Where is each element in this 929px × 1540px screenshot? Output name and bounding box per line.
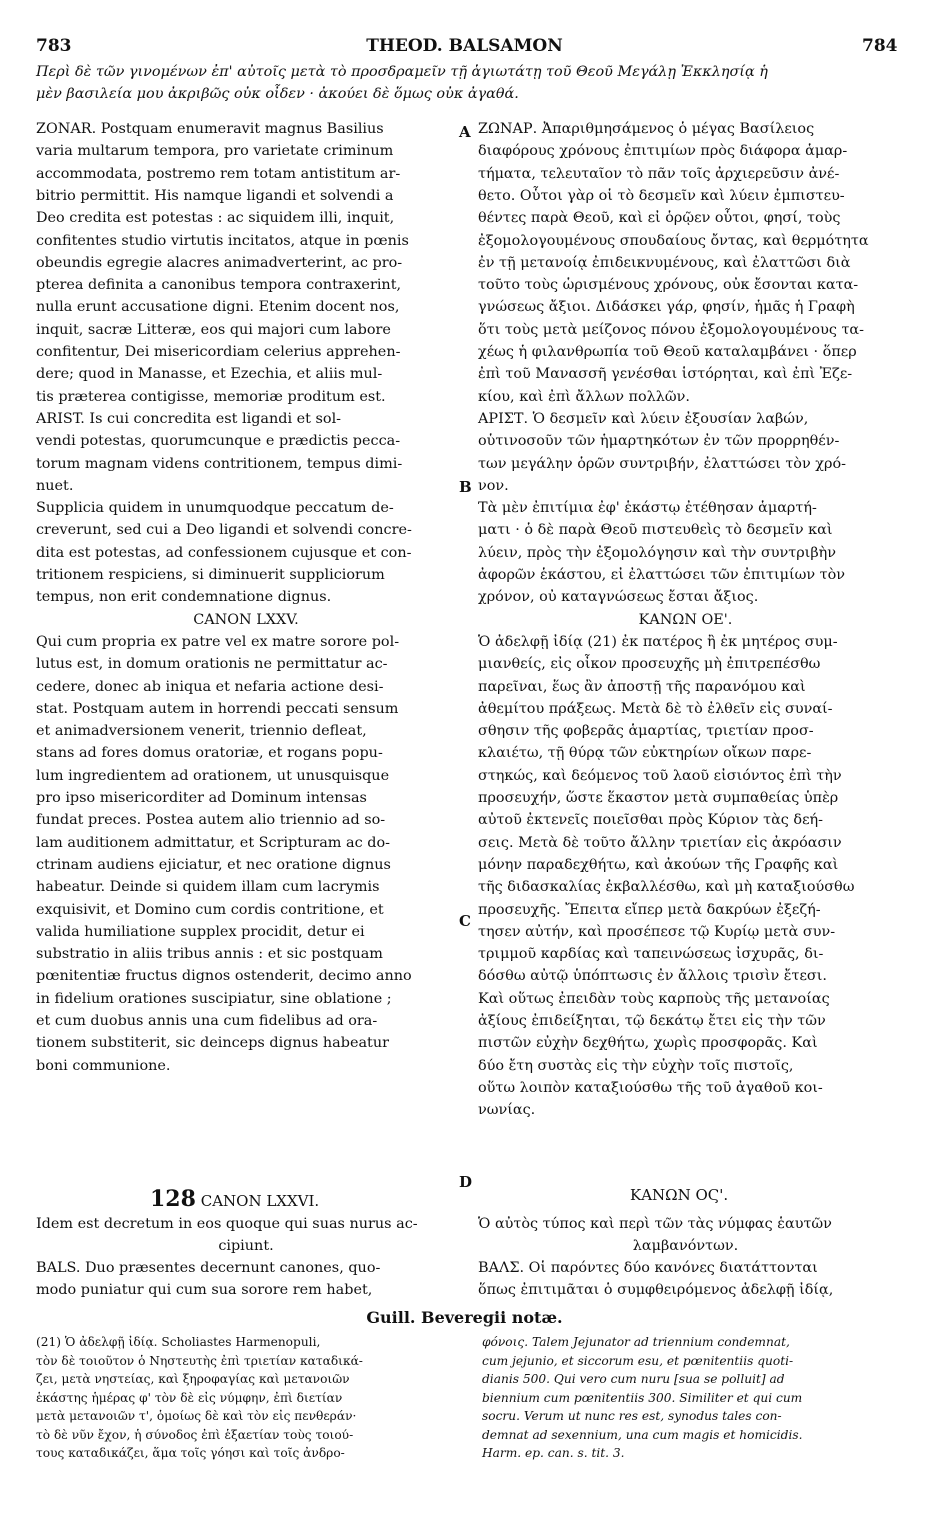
latin-line: lum ingredientem ad orationem, ut unusquisque [36, 767, 390, 784]
greek-line: ἀξίους ἐπιδείξηται, τῷ δεκάτῳ ἔτει εἰς τὴν τῶν [478, 1013, 826, 1029]
latin-line: habeatur. Deinde si quidem illam cum lacrymis [36, 879, 380, 896]
latin-line: tis præterea contigisse, memoriæ proditum est. [36, 388, 386, 405]
latin-line: confitentes studio virtutis incitatos, atque in pœnis [36, 232, 409, 249]
column-number: 128 [150, 1186, 196, 1212]
greek-line: δύο ἔτη συστὰς εἰς τὴν εὐχὴν τοῖς πιστοῖς, [478, 1057, 794, 1074]
latin-line: Deo credita est potestas : ac siquidem illi, inquit, [36, 210, 395, 227]
latin-line: creverunt, sed cui a Deo ligandi et solvendi concre- [36, 522, 412, 539]
greek-line: ὅτι τοὺς μετὰ μείζονος πόνου ἐξομολογουμένους τα- [478, 321, 864, 338]
greek-line: Καὶ οὕτως ἐπειδὰν τοὺς καρποὺς τῆς μετανοίας [478, 990, 830, 1007]
latin-line: stat. Postquam autem in horrendi peccati sensum [36, 700, 399, 717]
latin-line: confitentur, Dei misericordiam celerius apprehen- [36, 344, 401, 360]
page-number-left: 783 [36, 36, 72, 56]
notes-title: Guill. Beveregii notæ. [366, 1308, 563, 1327]
latin-line: lam auditionem admittatur, et Scripturam ac do- [36, 834, 390, 851]
greek-line: ἐν τῇ μετανοίᾳ ἐπιδεικνυμένους, καὶ ἐλαττῶσι διὰ [478, 254, 851, 271]
note-line-right: socru. Verum ut nunc res est, synodus tales con- [482, 1409, 782, 1423]
note-line-left: τὸν δὲ τοιοῦτον ὁ Νηστευτὴς ἐπὶ τριετίαν καταδικά- [36, 1353, 363, 1368]
section-marker-b: B [459, 478, 472, 496]
greek-line: λύειν, πρὸς τὴν ἐξομολόγησιν καὶ τὴν συντριβὴν [478, 544, 837, 561]
greek-line: οὕτω λοιπὸν καταξιούσθω τῆς τοῦ ἀγαθοῦ κοι- [478, 1079, 823, 1096]
latin-line: ZONAR. Postquam enumeravit magnus Basilius [36, 121, 384, 137]
latin-line: substratio in aliis tribus annis : et sic postquam [36, 946, 383, 963]
greek-line: τῆς διδασκαλίας ἐκβαλλέσθω, καὶ μὴ καταξιούσθω [478, 879, 855, 896]
latin-line: fundat preces. Postea autem alio triennio ad so- [36, 812, 386, 829]
greek-line: ἀθεμίτου πράξεως. Μετὰ δὲ τὸ ἐλθεῖν εἰς συναί- [478, 700, 833, 717]
greek-line: διαφόρους χρόνους ἐπιτιμίων πρὸς διάφορα ἁμαρ- [478, 143, 848, 160]
latin-line: Qui cum propria ex patre vel ex matre sorore pol- [36, 633, 400, 650]
latin-line: in fidelium orationes suscipiatur, sine oblatione ; [36, 990, 392, 1007]
greek-line: στηκώς, καὶ δεόμενος τοῦ λαοῦ εἰσιόντος ἐπὶ τὴν [478, 767, 842, 784]
greek-line: ΑΡΙΣΤ. Ὁ δεσμεῖν καὶ λύειν ἐξουσίαν λαβών, [478, 410, 809, 427]
greek-line: θέντες παρὰ Θεοῦ, καὶ εἰ ὁρῷεν οὗτοι, φησί, τοὺς [478, 210, 841, 227]
latin-line: varia multarum tempora, pro varietate criminum [36, 143, 394, 160]
greek-line: τησεν αὐτήν, καὶ προσέπεσε τῷ Κυρίῳ μετὰ συν- [478, 923, 836, 940]
running-title: THEOD. BALSAMON [366, 36, 563, 56]
canon-76-right-heading: ΚΑΝΩΝ ΟϚ'. [630, 1186, 729, 1204]
latin-line: cedere, donec ab iniqua et nefaria actione desi- [36, 678, 384, 695]
latin-line: pro ipso misericorditer ad Dominum intensas [36, 790, 367, 806]
greek-line: μόνην παραδεχθήτω, καὶ ἀκούων τῆς Γραφῆς καὶ [478, 856, 839, 873]
note-line-left: (21) Ὁ ἀδελφῇ ἰδίᾳ. Scholiastes Harmenopuli, [36, 1335, 321, 1349]
greek-line: ΖΩΝΑΡ. Ἀπαριθμησάμενος ὁ μέγας Βασίλειος [478, 121, 815, 137]
greek-line: ἐπὶ τοῦ Μανασσῆ γενέσθαι ἱστόρηται, καὶ ἐπὶ Ἐζε- [478, 366, 853, 383]
latin-line: exquisivit, et Domino cum cordis contritione, et [36, 901, 384, 918]
latin-line: pœnitentiæ fructus dignos ostenderit, decimo anno [36, 968, 412, 985]
greek-line: προσευχήν, ὥστε ἕκαστον μετὰ συμπαθείας ὑπὲρ [478, 790, 839, 806]
latin-line: ARIST. Is cui concredita est ligandi et sol- [36, 410, 342, 427]
note-line-left: τους καταδικάζει, ἅμα τοῖς γόησι καὶ τοῖς ἀνδρο- [36, 1446, 345, 1460]
latin-line: vendi potestas, quorumcunque e prædictis pecca- [36, 433, 401, 450]
note-line-left: ζει, μετὰ νηστείας, καὶ ξηροφαγίας καὶ μετανοιῶν [36, 1372, 350, 1386]
note-line-right: demnat ad sexennium, una cum magis et homicidis. [482, 1427, 803, 1442]
note-line-right: cum jejunio, et siccorum esu, et pœnitentiis quoti- [482, 1353, 794, 1368]
latin-line: dita est potestas, ad confessionem cujusque et con- [36, 544, 412, 561]
latin-line: tionem substiterit, sic deinceps dignus habeatur [36, 1035, 389, 1052]
note-line-right: dianis 500. Qui vero cum nuru [sua se polluit] ad [482, 1372, 785, 1386]
greek-line: κλαιέτω, τῇ θύρᾳ τῶν εὐκτηρίων οἴκων παρε- [478, 745, 812, 762]
greek-line: σθησιν τῆς φοβερᾶς ἁμαρτίας, τριετίαν προσ- [478, 723, 814, 740]
note-line-left: μετὰ μετανοιῶν τ', ὁμοίως δὲ καὶ τὸν εἰς πενθεράν· [36, 1409, 357, 1423]
greek-line: τήματα, τελευταῖον τὸ πᾶν τοῖς ἀρχιερεῦσιν ἀνέ- [478, 165, 840, 182]
note-line-left: τὸ δὲ νῦν ἔχον, ἡ σύνοδος ἐπὶ ἑξαετίαν τοὺς τοιού- [36, 1427, 354, 1442]
latin-canon-line: modo puniatur qui cum sua sorore rem habet, [36, 1282, 373, 1298]
greek-line: κίου, καὶ ἐπὶ ἄλλων πολλῶν. [478, 388, 690, 405]
greek-line: των μεγάλην ὁρῶν συντριβήν, ἐλαττώσει τὸν χρό- [478, 455, 846, 472]
page-number-right: 784 [862, 36, 898, 56]
note-line-right: φόνοις. Talem Jejunator ad triennium condemnat, [482, 1335, 790, 1349]
latin-line: obeundis egregie alacres animadverterint, ac pro- [36, 254, 403, 271]
greek-canon-line: ΒΑΛΣ. Οἱ παρόντες δύο κανόνες διατάττονται [478, 1260, 818, 1276]
note-line-right: Harm. ep. can. s. tit. 3. [482, 1446, 625, 1460]
section-marker-a: A [459, 123, 471, 141]
latin-line: et cum duobus annis una cum fidelibus ad ora- [36, 1013, 378, 1029]
greek-line: ἐξομολογουμένους σπουδαίους ὄντας, καὶ θερμότητα [478, 232, 869, 249]
latin-line: pterea definita a canonibus tempora contraxerint, [36, 277, 402, 294]
latin-line: dere; quod in Manasse, et Ezechia, et aliis mul- [36, 366, 383, 383]
latin-line: boni communione. [36, 1057, 171, 1074]
latin-line: tritionem respiciens, si diminuerit suppliciorum [36, 567, 385, 583]
latin-line: Supplicia quidem in unumquodque peccatum de- [36, 500, 394, 517]
greek-line: νον. [478, 477, 509, 494]
latin-line: lutus est, in domum orationis ne permittatur ac- [36, 656, 388, 673]
latin-line: ctrinam audiens ejiciatur, et nec oratione dignus [36, 856, 391, 873]
greek-line: χέως ἡ φιλανθρωπία τοῦ Θεοῦ καταλαμβάνει · ὅπερ [478, 344, 857, 360]
greek-line: γνώσεως ἄξιοι. Διδάσκει γάρ, φησίν, ἡμᾶς ἡ Γραφὴ [478, 299, 855, 316]
latin-canon-line: Idem est decretum in eos quoque qui suas nurus ac- [36, 1216, 418, 1232]
section-marker-c: C [459, 912, 471, 930]
greek-line: παρεῖναι, ἕως ἂν ἀποστῇ τῆς παρανόμου καὶ [478, 678, 806, 695]
latin-line: torum magnam videns contritionem, tempus dimi- [36, 455, 403, 472]
greek-line: Ὁ ἀδελφῇ ἰδίᾳ (21) ἐκ πατέρος ἢ ἐκ μητέρος συμ- [478, 633, 838, 650]
latin-line: nuet. [36, 477, 74, 494]
note-line-left: ἑκάστης ἡμέρας φ' τὸν δὲ εἰς νύμφην, ἐπὶ διετίαν [36, 1390, 343, 1405]
greek-line: ματι · ὁ δὲ παρὰ Θεοῦ πιστευθεὶς τὸ δεσμεῖν καὶ [478, 522, 833, 539]
latin-canon-line: cipiunt. [218, 1238, 274, 1254]
latin-canon-line: BALS. Duo præsentes decernunt canones, quo- [36, 1260, 381, 1276]
section-marker-d: D [459, 1173, 473, 1191]
latin-line: bitrio permittit. His namque ligandi et solvendi a [36, 187, 394, 204]
greek-line: αὐτοῦ ἐκτενεῖς ποιεῖσθαι πρὸς Κύριον τὰς δεή- [478, 812, 824, 829]
greek-canon-line: Ὁ αὐτὸς τύπος καὶ περὶ τῶν τὰς νύμφας ἑαυτῶν [478, 1216, 832, 1232]
intro-line: μὲν βασιλεία μου ἀκριβῶς οὐκ οἶδεν · ἀκούει δὲ ὅμως οὐκ ἀγαθά. [36, 86, 519, 102]
greek-line: μιανθείς, εἰς οἶκον προσευχῆς μὴ ἐπιτρεπέσθω [478, 656, 821, 673]
greek-line: οὑτινοσοῦν τῶν ἡμαρτηκότων ἐν τῶν προρρηθέν- [478, 433, 840, 450]
greek-line: νωνίας. [478, 1102, 536, 1119]
note-line-right: biennium cum pœnitentiis 300. Similiter et qui cum [482, 1390, 803, 1405]
latin-line: stans ad fores domus oratoriæ, et rogans popu- [36, 745, 383, 762]
canon-76-left-heading [150, 1186, 319, 1212]
greek-line: θετο. Οὗτοι γὰρ οἱ τὸ δεσμεῖν καὶ λύειν ἐμπιστευ- [478, 187, 845, 204]
greek-line: ΚΑΝΩΝ ΟΕ'. [638, 611, 733, 628]
canon-76-title: CANON LXXVI. [200, 1192, 320, 1210]
latin-line: accommodata, postremo rem totam antistitum ar- [36, 165, 401, 182]
greek-line: τριμμοῦ καρδίας καὶ ταπεινώσεως ἰσχυρᾶς, δι- [478, 946, 824, 963]
latin-line: tempus, non erit condemnatione dignus. [36, 589, 332, 606]
greek-line: πιστῶν εὐχὴν δεχθήτω, χωρὶς προσφορᾶς. Καὶ [478, 1035, 818, 1052]
greek-line: προσευχῆς. Ἔπειτα εἴπερ μετὰ δακρύων ἐξεζή- [478, 901, 821, 918]
greek-line: σεις. Μετὰ δὲ τοῦτο ἄλλην τριετίαν εἰς ἀκρόασιν [478, 834, 842, 851]
greek-line: τοῦτο τοὺς ὡρισμένους χρόνους, οὐκ ἔσονται κατα- [478, 277, 859, 294]
intro-line: Περὶ δὲ τῶν γινομένων ἐπ' αὐτοῖς μετὰ τὸ προσδραμεῖν τῇ ἁγιωτάτῃ τοῦ Θεοῦ Μεγάλῃ Ἐκκλησίᾳ ἡ [36, 64, 768, 80]
latin-line: et animadversionem venerit, triennio defleat, [36, 723, 367, 740]
greek-line: ἀφορῶν ἑκάστου, εἰ ἐλαττώσει τῶν ἐπιτιμίων τὸν [478, 567, 846, 583]
greek-line: δόσθω αὐτῷ ὑπόπτωσις ἐν ἄλλοις τρισὶν ἔτεσι. [478, 968, 827, 985]
greek-line: Τὰ μὲν ἐπιτίμια ἐφ' ἑκάστῳ ἐτέθησαν ἁμαρτή- [478, 500, 817, 517]
latin-line: inquit, sacræ Litteræ, eos qui majori cum labore [36, 321, 391, 338]
greek-canon-line: λαμβανόντων. [632, 1238, 739, 1254]
greek-canon-line: ὅπως ἐπιτιμᾶται ὁ συμφθειρόμενος ἀδελφῇ ἰδίᾳ, [478, 1282, 834, 1298]
latin-line: nulla erunt accusatione digni. Etenim docent nos, [36, 299, 400, 316]
latin-line: CANON LXXV. [193, 611, 299, 628]
latin-line: valida humiliatione supplex procidit, detur ei [36, 923, 365, 940]
greek-line: χρόνον, οὐ καταγνώσεως ἔσται ἄξιος. [478, 589, 759, 606]
